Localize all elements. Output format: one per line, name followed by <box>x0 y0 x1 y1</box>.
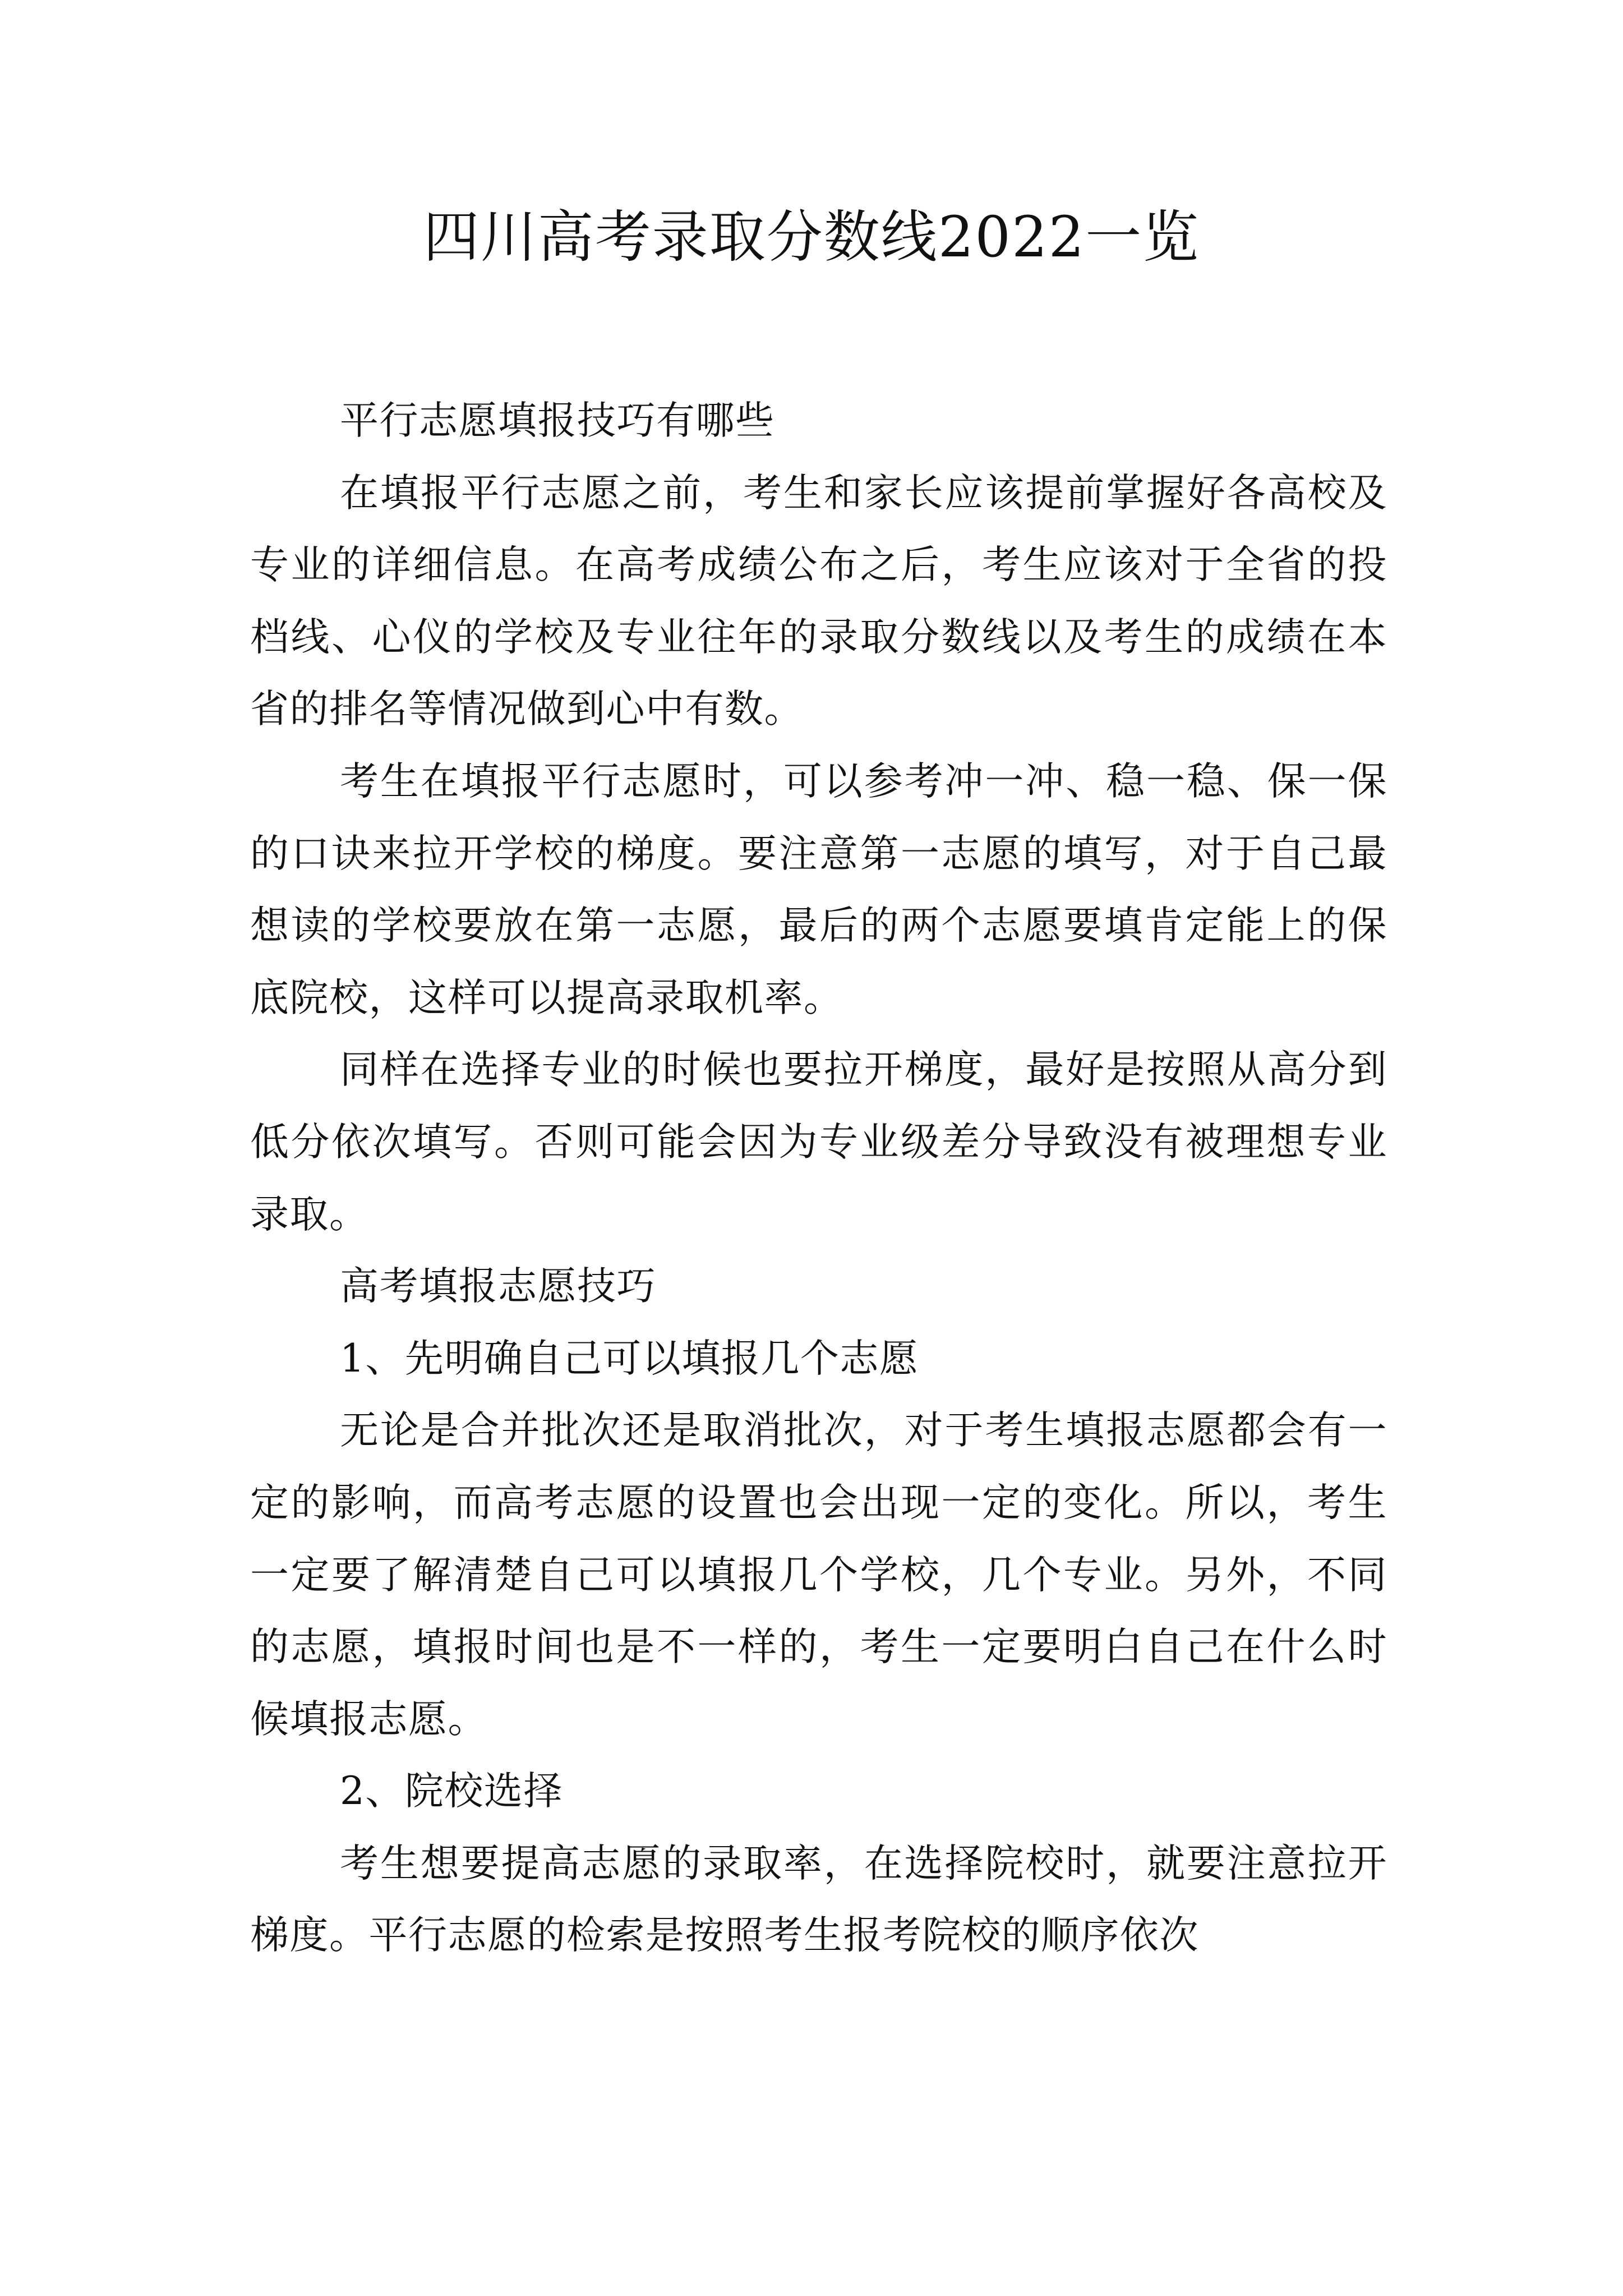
section-heading-parallel-tips: 平行志愿填报技巧有哪些 <box>340 398 775 443</box>
subheading-item-1: 1、先明确自己可以填报几个志愿 <box>340 1336 919 1381</box>
paragraph: 在填报平行志愿之前，考生和家长应该提前掌握好各高校及专业的详细信息。在高考成绩公布之后，考生应该对于全省的投档线、心仪的学校及专业往年的录取分数线以及考生的成绩在本省的排名等情况做到心中有数。 <box>250 470 1387 732</box>
paragraph: 同样在选择专业的时候也要拉开梯度，最好是按照从高分到低分依次填写。否则可能会因为专业级差分导致没有被理想专业录取。 <box>250 1047 1387 1237</box>
subheading-item-2: 2、院校选择 <box>340 1769 563 1814</box>
paragraph: 考生在填报平行志愿时，可以参考冲一冲、稳一稳、保一保的口诀来拉开学校的梯度。要注意第一志愿的填写，对于自己最想读的学校要放在第一志愿，最后的两个志愿要填肯定能上的保底院校，这样可以提高录取机率。 <box>250 758 1387 1020</box>
paragraph: 无论是合并批次还是取消批次，对于考生填报志愿都会有一定的影响，而高考志愿的设置也会出现一定的变化。所以，考生一定要了解清楚自己可以填报几个学校，几个专业。另外，不同的志愿，填报时间也是不一样的，考生一定要明白自己在什么时候填报志愿。 <box>250 1408 1387 1742</box>
section-heading-application-tips: 高考填报志愿技巧 <box>340 1264 656 1309</box>
document-title: 四川高考录取分数线2022一览 <box>423 204 1200 270</box>
document-body <box>250 385 1387 1972</box>
paragraph: 考生想要提高志愿的录取率，在选择院校时，就要注意拉开梯度。平行志愿的检索是按照考生报考院校的顺序依次 <box>250 1841 1387 1958</box>
